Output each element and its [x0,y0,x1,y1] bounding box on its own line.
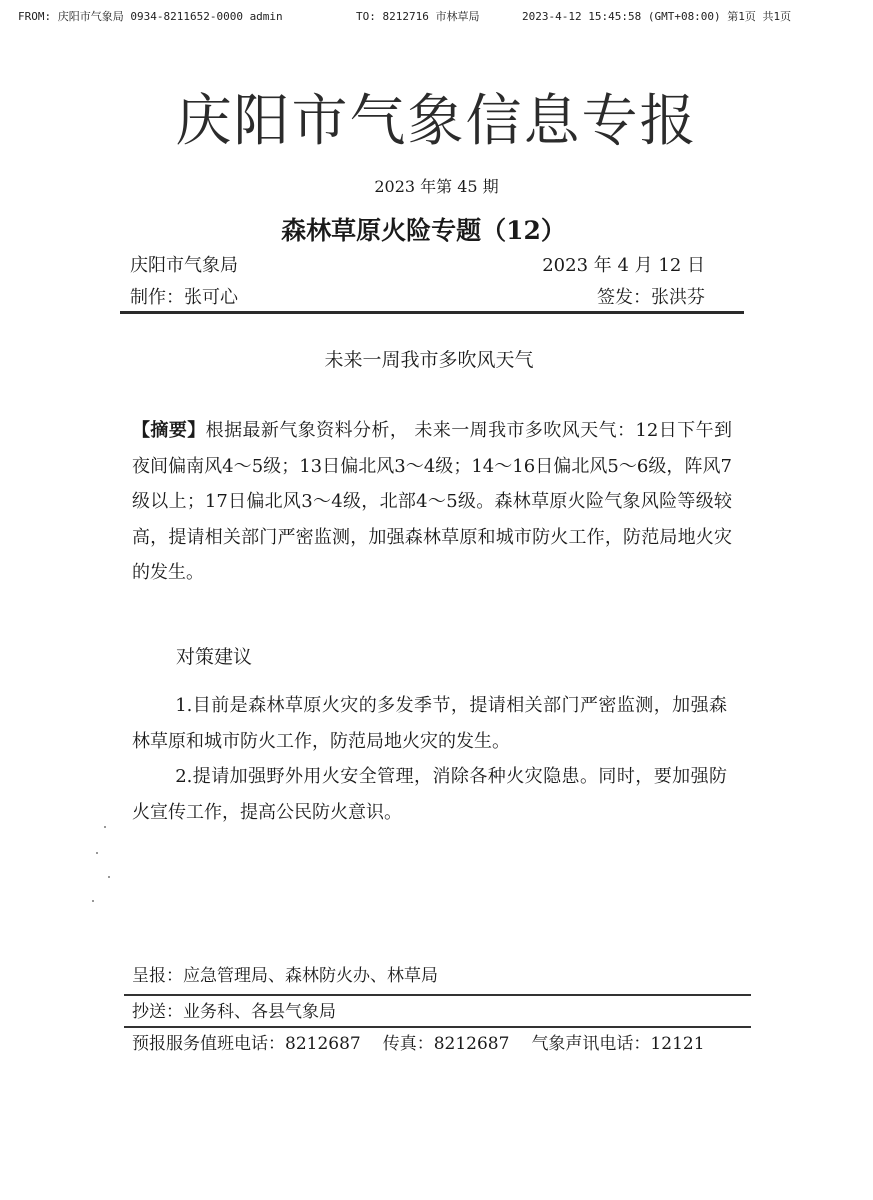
hotline: 预报服务值班电话：8212687 [132,1034,361,1054]
fax-timestamp: 2023-4-12 15:45:58 (GMT+08:00) 第1页 共1页 [522,10,792,23]
scan-speck [108,876,110,878]
fax-from: FROM: 庆阳市气象局 0934-8211652-0000 admin [18,10,283,23]
footer-divider [124,1026,751,1028]
countermeasure-item: 1.目前是森林草原火灾的多发季节，提请相关部门严密监测，加强森林草原和城市防火工作，防范局地火灾的发生。 [132,695,727,752]
countermeasures-list [132,688,727,830]
fax-to: TO: 8212716 市林草局 [356,10,480,23]
countermeasure-item: 2.提请加强野外用火安全管理，消除各种火灾隐患。同时，要加强防火宣传工作，提高公民防火意识。 [132,766,727,823]
footer-divider [124,994,751,996]
fax-transmission-header [18,8,858,26]
headline: 未来一周我市多吹风天气 [324,349,534,371]
report-to-line: 呈报：应急管理局、森林防火办、林草局 [132,966,438,986]
signer: 签发：张洪芬 [597,287,705,308]
issue-number: 2023 年第 45 期 [374,177,499,196]
contact-line [132,1032,750,1056]
abstract-label: 【摘要】 [132,420,206,441]
report-masthead: 庆阳市气象信息专报 [175,89,698,154]
issue-date: 2023 年 4 月 12 日 [542,255,705,276]
abstract-paragraph [132,413,732,591]
copy-to-line: 抄送：业务科、各县气象局 [132,1002,336,1022]
scan-speck [96,852,98,854]
countermeasures-title: 对策建议 [176,646,253,668]
issuer: 庆阳市气象局 [130,255,238,276]
abstract-text: 根据最新气象资料分析， 未来一周我市多吹风天气：12日下午到夜间偏南风4～5级；13日偏北风3～4级；14～16日偏北风5～6级，阵风7级以上；17日偏北风3～4级，北部4～5级。森林草原火险气象风险等级较高，提请相关部门严密监测，加强森林草原和城市防火工作，防范局地火灾的发生。 [132,420,732,584]
fax-number: 传真：8212687 [382,1034,510,1054]
report-subject: 森林草原火险专题（12） [281,216,566,245]
scan-speck [104,826,106,828]
author: 制作：张可心 [130,287,238,308]
scan-speck [92,900,94,902]
voice-hotline: 气象声讯电话：12121 [531,1034,705,1054]
header-divider [120,311,744,314]
